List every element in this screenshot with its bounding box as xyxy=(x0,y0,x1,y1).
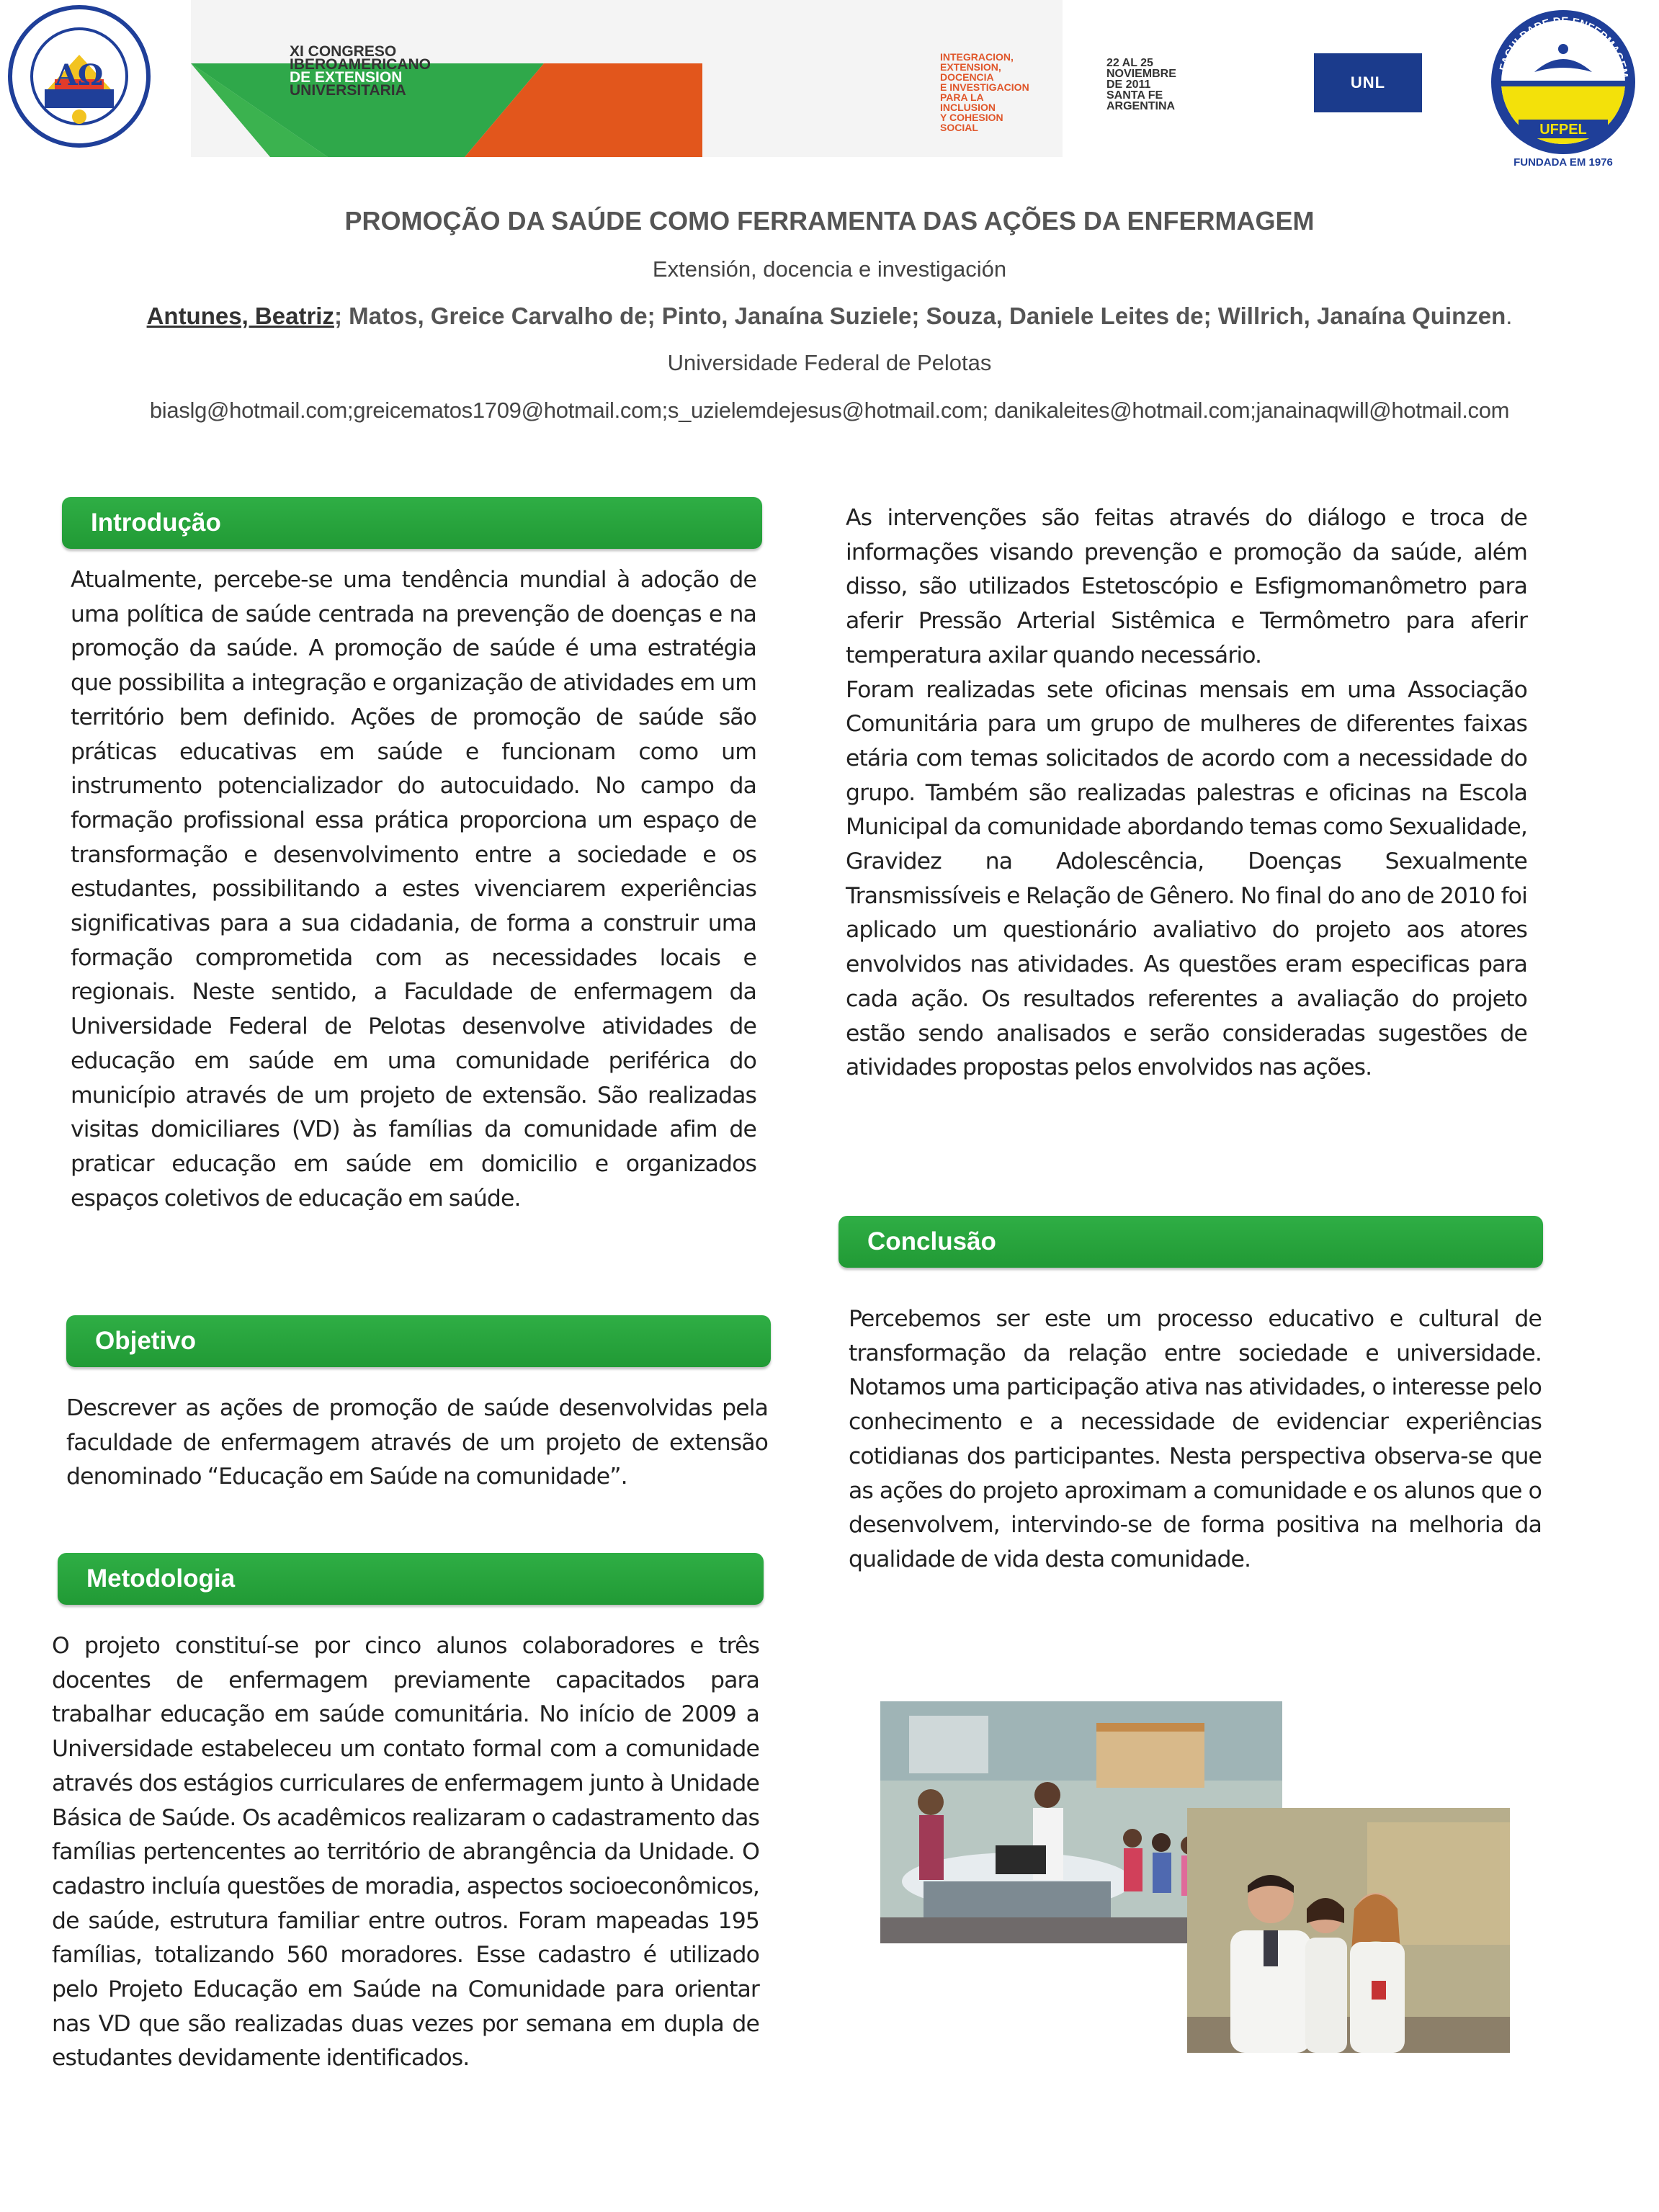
introducao-text: Atualmente, percebe-se uma tendência mundial à adoção de uma política de saúde centrada na prevenção de doenças e na promoção da saúde. A promoção de saúde é uma estratégia que possibilita a integração e organização de atividades em um território bem definido. Ações de promoção de saúde são práticas educativas em saúde e funcionam como um instrumento potencializador do autocuidado. No campo da formação profissional essa prática proporciona um espaço de transformação e desenvolvimento entre a sociedade e os estudantes, possibilitando a estes vivenciarem experiências significativas para a sua cidadania, de forma a construir uma formação comprometida com as necessidades locais e regionais. Neste sentido, a Faculdade de enfermagem da Universidade Federal de Pelotas desenvolve atividades de educação em saúde em uma comunidade periférica do município através de um projeto de extensão. São realizadas visitas domiciliares (VD) às famílias da comunidade afim de praticar educação em saúde em domicilio e organizados espaços coletivos de educação em saúde. xyxy=(71,567,756,1212)
unl-logo: UNL xyxy=(1314,53,1422,112)
section-heading-introducao: Introdução xyxy=(62,497,762,549)
section-heading-conclusao: Conclusão xyxy=(839,1216,1543,1268)
congress-theme-text: INTEGRACION, EXTENSION, DOCENCIA E INVESTIGACION PARA LA INCLUSION Y COHESION SOCIAL xyxy=(940,51,1029,133)
authors-line: Antunes, Beatriz; Matos, Greice Carvalho de; Pinto, Janaína Suziele; Souza, Daniele Leites de; Willrich, Janaína Quinzen. xyxy=(146,303,1513,329)
svg-text:AΩ: AΩ xyxy=(55,58,104,92)
co-authors: ; Matos, Greice Carvalho de; Pinto, Janaína Suziele; Souza, Daniele Leites de; Willrich, Janaína Quinzen xyxy=(334,303,1506,329)
faculdade-enfermagem-logo xyxy=(1484,3,1642,170)
metodologia-continuation xyxy=(846,501,1527,1085)
congress-dates: 22 AL 25 NOVIEMBRE DE 2011 SANTA FE ARGENTINA xyxy=(1106,57,1176,112)
poster-header xyxy=(0,0,1659,169)
svg-text:FUNDADA EM 1976: FUNDADA EM 1976 xyxy=(1513,156,1613,169)
svg-text:FACULDADE DE ENFERMAGEM: FACULDADE DE ENFERMAGEM xyxy=(1497,14,1630,79)
section-heading-objetivo: Objetivo xyxy=(66,1315,771,1367)
lead-author: Antunes, Beatriz xyxy=(146,303,334,329)
ufpel-seal-logo xyxy=(7,4,151,148)
metodologia-paragraph-1: As intervenções são feitas através do diálogo e troca de informações visando prevenção e promoção da saúde, além disso, são utilizados Estetoscópio e Esfigmomanômetro para aferir Pressão Arterial Sistêmica e Termômetro para aferir temperatura axilar quando necessário. xyxy=(846,505,1527,668)
svg-text:UFPEL: UFPEL xyxy=(1539,122,1587,138)
metodologia-paragraph-2: Foram realizadas sete oficinas mensais em uma Associação Comunitária para um grupo de mulheres de diferentes faixas etária com temas solicitados de acordo com a necessidade do grupo. Também são realizadas palestras e oficinas na Escola Municipal da comunidade abordando temas como Sexualidade, Gravidez na Adolescência, Doenças Sexualmente Transmissíveis e Relação de Gênero. No final do ano de 2010 foi aplicado um questionário avaliativo do projeto aos atores envolvidos nas atividades. As questões eram especificas para cada ação. Os resultados referentes a avaliação do projeto estão sendo analisados e serão consideradas sugestões de atividades propostas pelos envolvidos nas ações. xyxy=(846,676,1527,1081)
congress-name: XI CONGRESO IBEROAMERICANO DE EXTENSION UNIVERSITARIA xyxy=(290,43,431,99)
author-emails: biaslg@hotmail.com;greicematos1709@hotmail.com;s_uzielemdejesus@hotmail.com; danikaleites@hotmail.com;janainaqwill@hotmail.com xyxy=(149,398,1510,423)
nurses-photo xyxy=(1187,1808,1510,2053)
institution: Universidade Federal de Pelotas xyxy=(667,350,992,375)
section-heading-metodologia: Metodologia xyxy=(58,1553,764,1605)
poster-title: PROMOÇÃO DA SAÚDE COMO FERRAMENTA DAS AÇÕES DA ENFERMAGEM xyxy=(344,206,1315,236)
poster-subtitle: Extensión, docencia e investigación xyxy=(652,256,1007,282)
objetivo-text: Descrever as ações de promoção de saúde desenvolvidas pela faculdade de enfermagem através de um projeto de extensão denominado “Educação em Saúde na comunidade”. xyxy=(66,1395,768,1490)
conclusao-text: Percebemos ser este um processo educativo e cultural de transformação da relação entre sociedade e universidade. Notamos uma participação ativa nas atividades, o interesse pelo conhecimento e a necessidade de evidenciar experiências cotidianas dos participantes. Nesta perspectiva observa-se que as ações do projeto aproximam a comunidade e os alunos que o desenvolvem, intervindo-se de forma positiva na melhoria da qualidade de vida desta comunidade. xyxy=(849,1306,1542,1572)
metodologia-text: O projeto constituí-se por cinco alunos colaboradores e três docentes de enfermagem previamente capacitados para trabalhar educação em saúde comunitária. No início de 2009 a Universidade estabeleceu um contato formal com a comunidade através dos estágios curriculares de enfermagem junto à Unidade Básica de Saúde. Os acadêmicos realizaram o cadastramento das famílias pertencentes ao território de abrangência da Unidade. O cadastro incluía questões de moradia, aspectos socioeconômicos, de saúde, estrutura familiar entre outros. Foram mapeadas 195 famílias, totalizando 560 moradores. Esse cadastro é utilizado pelo Projeto Educação em Saúde na Comunidade para orientar nas VD que são realizadas duas vezes por semana em dupla de estudantes devidamente identificados. xyxy=(52,1633,759,2072)
